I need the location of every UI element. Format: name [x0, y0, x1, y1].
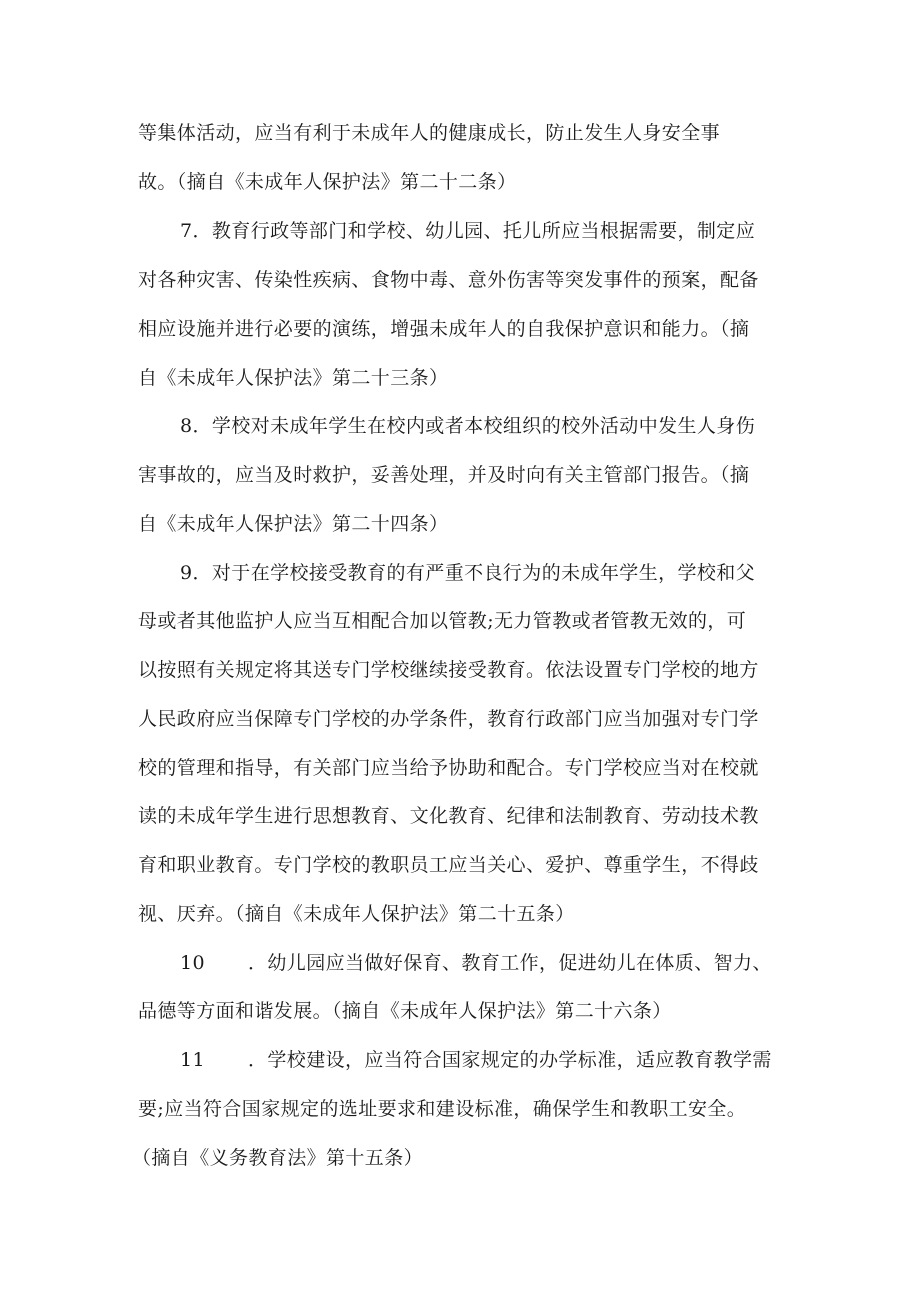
item-7-line: 7．教育行政等部门和学校、幼儿园、托儿所应当根据需要，制定应: [180, 220, 756, 242]
text-line: 对各种灾害、传染性疾病、食物中毒、意外伤害等突发事件的预案，配备: [138, 269, 759, 291]
item-11-number: 11: [180, 1049, 205, 1071]
text-line: 自《未成年人保护法》第二十四条）: [138, 513, 449, 535]
text-line: 等集体活动，应当有利于未成年人的健康成长，防止发生人身安全事: [138, 122, 721, 144]
item-8-line: 8．学校对未成年学生在校内或者本校组织的校外活动中发生人身伤: [180, 415, 756, 437]
item-9-line: 9．对于在学校接受教育的有严重不良行为的未成年学生，学校和父: [180, 562, 756, 584]
item-10-text: ．幼儿园应当做好保育、教育工作，促进幼儿在体质、智力、: [248, 952, 772, 974]
item-10-line: [180, 951, 772, 975]
text-line: 要;应当符合国家规定的选址要求和建设标准，确保学生和教职工安全。: [138, 1098, 747, 1120]
text-line: 以按照有关规定将其送专门学校继续接受教育。依法设置专门学校的地方: [138, 659, 759, 681]
text-line: 害事故的，应当及时救护，妥善处理，并及时向有关主管部门报告。（摘: [138, 464, 750, 486]
text-line: 自《未成年人保护法》第二十三条）: [138, 367, 449, 389]
item-11-line: [180, 1048, 772, 1072]
text-line: （摘自《义务教育法》第十五条）: [132, 1147, 424, 1169]
text-line: 育和职业教育。专门学校的教职员工应当关心、爱护、尊重学生，不得歧: [138, 854, 759, 876]
text-line: 校的管理和指导，有关部门应当给予协助和配合。专门学校应当对在校就: [138, 757, 759, 779]
text-line: 相应设施并进行必要的演练，增强未成年人的自我保护意识和能力。（摘: [138, 318, 750, 340]
item-11-text: ．学校建设，应当符合国家规定的办学标准，适应教育教学需: [248, 1049, 772, 1071]
text-line: 视、厌弃。（摘自《未成年人保护法》第二十五条）: [138, 903, 575, 925]
text-line: 读的未成年学生进行思想教育、文化教育、纪律和法制教育、劳动技术教: [138, 805, 759, 827]
text-line: 母或者其他监护人应当互相配合加以管教;无力管教或者管教无效的，可: [138, 610, 747, 632]
text-line: 品德等方面和谐发展。（摘自《未成年人保护法》第二十六条）: [138, 1000, 672, 1022]
text-line: 人民政府应当保障专门学校的办学条件，教育行政部门应当加强对专门学: [138, 708, 759, 730]
text-line: 故。（摘自《未成年人保护法》第二十二条）: [138, 171, 517, 193]
item-10-number: 10: [180, 952, 205, 974]
